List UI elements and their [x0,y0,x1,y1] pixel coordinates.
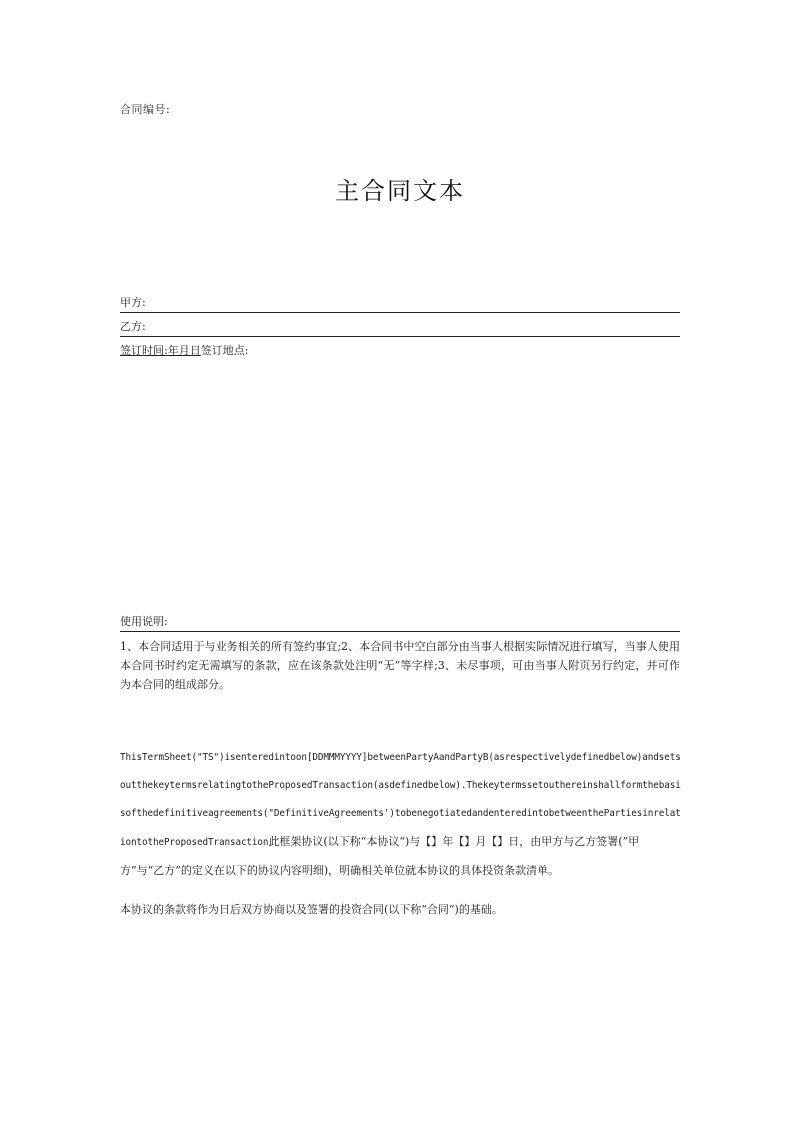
document-title: 主合同文本 [335,177,465,205]
usage-instructions-label: 使用说明: [120,615,680,632]
party-a-label: 甲方: [120,296,146,309]
term-sheet-english-text: ThisTermSheet("TS")isenteredintoon[DDMMMYYYY]betweenPartyAandPartyB(asrespectivelydefinedbelow)andsetsoutthekeytermsrelatingtotheProposedTransaction(asdefinedbelow).Thekeytermssetouthereinshallformthebasisofthedefinitiveagreements("DefinitiveAgreements')tobenegotiatedandenteredintobetweenthePartiesinrelationtotheProposedTransaction [120,752,681,848]
contract-number-label: 合同编号: [120,103,171,116]
agreement-basis-text: 本协议的条款将作为日后双方协商以及签署的投资合同(以下称“合同“)的基础。 [120,903,503,916]
term-sheet-chinese-text: 此框架协议(以下称“本协议“)与【】年【】月【】日，由甲方与乙方签署(”甲方”与“乙方”的定义在以下的协议内容明细)，明确相关单位就本协议的具体投资条款清单。 [120,835,640,877]
party-b-field [120,320,680,337]
usage-instructions-text: 1、本合同适用于与业务相关的所有签约事宜;2、本合同书中空白部分由当事人根据实际情况进行填写，当事人使用本合同书时约定无需填写的条款，应在该条款处注明“无”等字样;3、未尽事项，可由当事人附页另行约定，并可作为本合同的组成部分。 [120,640,680,691]
party-b-label: 乙方: [120,320,146,333]
term-sheet-paragraph [120,744,682,886]
sign-time-label: 签订时间:年月日 [120,344,201,357]
sign-info-field [120,344,680,360]
party-a-field [120,296,680,313]
sign-place-label: 签订地点: [200,344,249,357]
